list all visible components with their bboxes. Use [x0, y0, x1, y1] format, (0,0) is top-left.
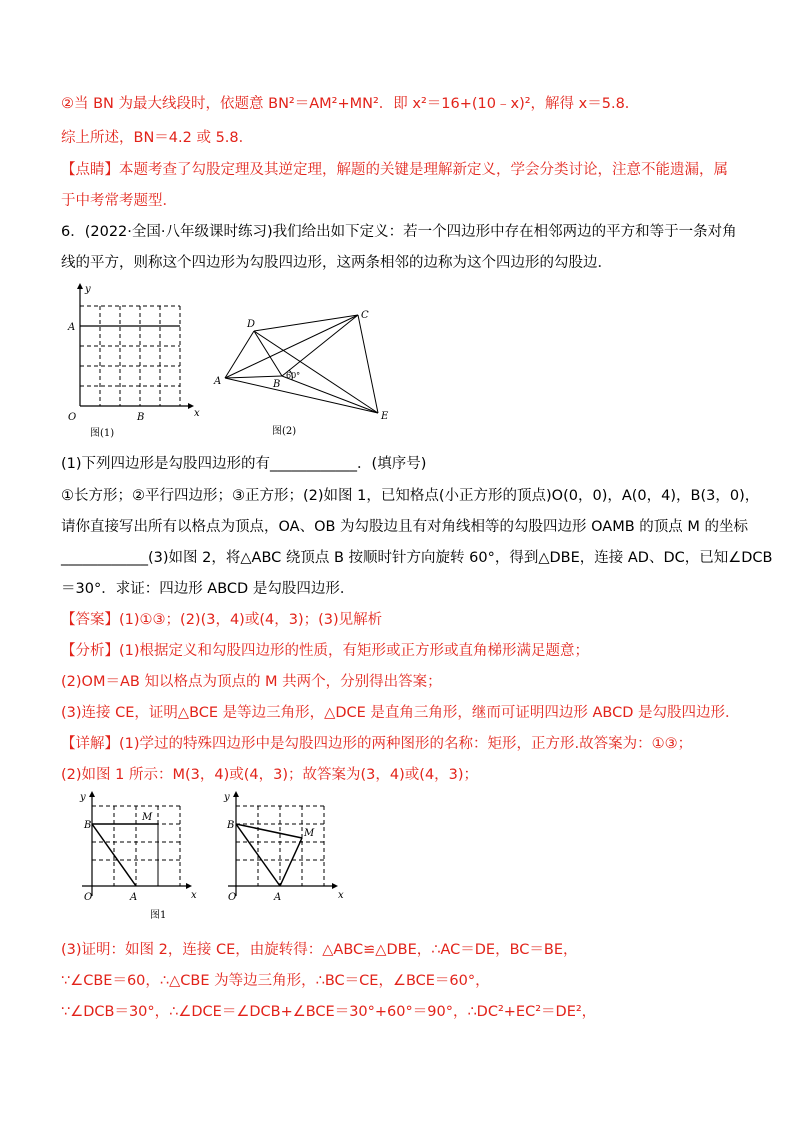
fig2-label-c: C	[361, 310, 369, 321]
question-3-line-2: ＝30°．求证：四边形 ABCD 是勾股四边形．	[61, 581, 355, 597]
analysis-line-3: (3)连接 CE，证明△BCE 是等边三角形，△DCE 是直角三角形，继而可证明四边形 ABCD 是勾股四边形．	[61, 705, 740, 721]
fig1-label-b: B	[137, 412, 145, 423]
fig2-label-e: E	[381, 411, 389, 422]
detail-line-1: 【详解】(1)学过的特殊四边形中是勾股四边形的两种图形的名称：矩形，正方形.故答案为：①③；	[61, 736, 693, 752]
fig2-caption: 图(2)	[272, 426, 297, 437]
tip-line-1: 【点睛】本题考查了勾股定理及其逆定理，解题的关键是理解新定义，学会分类讨论，注意不能遗漏，属	[61, 162, 728, 178]
analysis-line-2: (2)OM＝AB 知以格点为顶点的 M 共两个，分别得出答案；	[61, 674, 442, 690]
fig2-label-b: B	[273, 379, 281, 390]
fig2-label-d: D	[247, 319, 256, 330]
ans-left-label-x: x	[191, 890, 197, 901]
ans-left-label-m: M	[142, 812, 153, 823]
answer-figure-1	[62, 788, 362, 923]
fig1-label-x: x	[194, 408, 200, 419]
answer-line: 【答案】(1)①③；(2)(3，4)或(4，3)；(3)见解析	[61, 612, 383, 628]
fig1-caption: 图(1)	[90, 428, 115, 439]
analysis-line-1: 【分析】(1)根据定义和勾股四边形的性质，有矩形或正方形或直角梯形满足题意；	[61, 643, 590, 659]
answer-figure-caption: 图1	[150, 910, 167, 921]
question-2-line-3: ____________(3)如图 2，将△ABC 绕顶点 B 按顺时针方向旋转 60°，得到△DBE，连接 AD、DC，已知∠DCB	[61, 550, 773, 566]
ans-right-label-b: B	[227, 820, 235, 831]
tip-line-2: 于中考常考题型．	[61, 193, 177, 209]
fig2-label-a: A	[214, 376, 222, 387]
figure-1-grid	[60, 280, 210, 440]
prev-solution-line-2: 综上所述，BN＝4.2 或 5.8．	[61, 130, 254, 146]
ans-left-label-b: B	[84, 820, 92, 831]
proof-line-2: ∵∠CBE＝60，∴△CBE 为等边三角形，∴BC＝CE，∠BCE＝60°，	[61, 973, 490, 989]
ans-left-label-o: O	[84, 892, 93, 903]
proof-line-3: ∵∠DCB＝30°，∴∠DCE＝∠DCB+∠BCE＝30°+60°＝90°，∴DC²+EC²＝DE²，	[61, 1004, 597, 1020]
question-2-line-2: 请你直接写出所有以格点为顶点，OA、OB 为勾股边且有对角线相等的勾股四边形 OAMB 的顶点 M 的坐标	[61, 519, 749, 535]
ans-right-label-a: A	[274, 892, 282, 903]
prev-solution-line-1: ②当 BN 为最大线段时，依题意 BN²＝AM²+MN²．即 x²＝16+(10﹣x)²，解得 x＝5.8．	[61, 96, 640, 112]
ans-right-label-o: O	[228, 892, 237, 903]
fig2-label-angle: 60°	[286, 371, 301, 380]
answer-figure-right	[223, 791, 344, 903]
question-options: ①长方形；②平行四边形；③正方形；(2)如图 1，已知格点(小正方形的顶点)O(0，0)，A(0，4)，B(3，0)，	[61, 488, 760, 504]
fig1-label-o: O	[68, 412, 77, 423]
fig1-label-y: y	[85, 284, 91, 295]
fig1-label-a: A	[68, 322, 76, 333]
proof-line-1: (3)证明：如图 2，连接 CE，由旋转得：△ABC≌△DBE，∴AC＝DE，BC＝BE，	[61, 942, 578, 958]
ans-right-label-y: y	[224, 792, 230, 803]
detail-line-2: (2)如图 1 所示：M(3，4)或(4，3)；故答案为(3，4)或(4，3)；	[61, 767, 479, 783]
ans-right-label-x: x	[338, 890, 344, 901]
problem-6-line-2: 线的平方，则称这个四边形为勾股四边形，这两条相邻的边称为这个四边形的勾股边．	[61, 255, 612, 271]
ans-left-label-y: y	[80, 792, 86, 803]
question-1: (1)下列四边形是勾股四边形的有____________．(填序号)	[61, 456, 427, 472]
answer-figure-left	[79, 791, 197, 903]
ans-right-label-m: M	[304, 828, 315, 839]
figure-2-rotation	[210, 300, 400, 440]
problem-6-line-1: 6．(2022·全国·八年级课时练习)我们给出如下定义：若一个四边形中存在相邻两边的平方和等于一条对角	[61, 224, 737, 240]
ans-left-label-a: A	[130, 892, 138, 903]
